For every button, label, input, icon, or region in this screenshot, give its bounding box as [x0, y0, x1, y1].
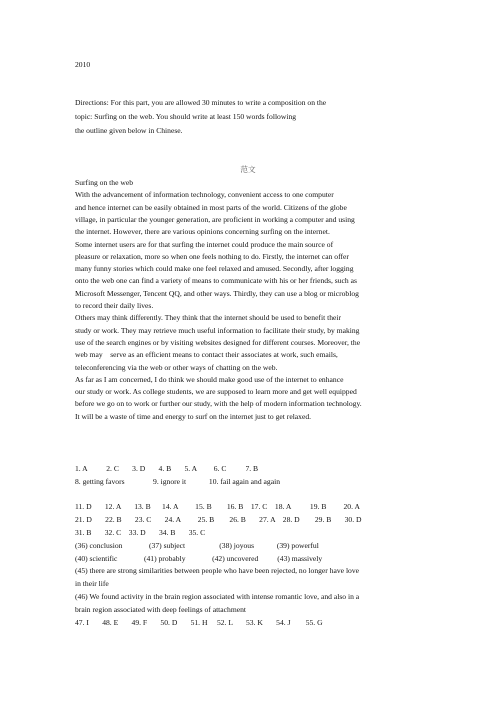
answer-line: (45) there are strong similarities between people who have been rejected, no longer have love: [75, 566, 360, 576]
answer-line: 11. D 12. A 13. B 14. A 15. B 16. B 17. C 18. A 19. B 20. A: [75, 502, 360, 512]
essay-line: before we go on to work or further our study, with the help of modern information technology.: [75, 399, 362, 409]
essay-line: to record their daily lives.: [75, 301, 154, 310]
answer-line: 47. I 48. E 49. F 50. D 51. H 52. L 53. K 54. J 55. G: [75, 617, 323, 627]
answer-line: (40) scientific (41) probably (42) uncovered (43) massively: [75, 553, 323, 563]
essay-line: It will be a waste of time and energy to surf on the internet just to get relaxed.: [75, 411, 312, 421]
answer-line: (46) We found activity in the brain region associated with intense romantic love, and also in a: [75, 592, 360, 601]
answer-line: (36) conclusion (37) subject (38) joyous (39) powerful: [75, 540, 319, 550]
essay-line: the internet. However, there are various opinions concerning surfing on the internet.: [75, 227, 330, 237]
essay-line: As far as I am concerned, I do think we should make good use of the internet to enhance: [75, 374, 344, 384]
essay-line: village, in particular the younger generation, are proficient in working a computer and using: [75, 214, 355, 224]
directions-line: the outline given below in Chinese.: [75, 126, 183, 135]
essay-line: our study or work. As college students, we are supposed to learn more and get well equipped: [75, 387, 357, 397]
essay-line: and hence internet can be easily obtained in most parts of the world. Citizens of the globe: [75, 202, 347, 212]
essay-line: With the advancement of information technology, convenient access to one computer: [75, 190, 334, 200]
directions-line: topic: Surfing on the web. You should write at least 150 words following: [75, 112, 297, 121]
essay-line: Surfing on the web: [75, 178, 133, 187]
answer-line: in their life: [75, 579, 109, 589]
answer-line: 8. getting favors 9. ignore it 10. fail again and again: [75, 476, 280, 486]
answer-line: 21. D 22. B 23. C 24. A 25. B 26. B 27. A 28. D 29. B 30. D: [75, 515, 362, 525]
answer-line: 1. A 2. C 3. D 4. B 5. A 6. C 7. B: [75, 464, 259, 473]
answer-line: 31. B 32. C 33. D 34. B 35. C: [75, 528, 206, 537]
essay-section-title: 范文: [240, 165, 256, 174]
essay-line: teleconferencing via the web or other ways of chatting on the web.: [75, 362, 278, 372]
essay-line: pleasure or relaxation, more so when one feels nothing to do. Firstly, the internet can offer: [75, 251, 349, 261]
essay-line: web may serve as an efficient means to contact their associates at work, such emails,: [75, 350, 338, 360]
essay-line: onto the web one can find a variety of means to communicate with his or her friends, such as: [75, 276, 357, 286]
essay-line: study or work. They may retrieve much useful information to facilitate their study, by making: [75, 325, 360, 335]
essay-line: Some internet users are for that surfing the internet could produce the main source of: [75, 239, 334, 249]
essay-line: Microsoft Messenger, Tencent QQ, and other ways. Thirdly, they can use a blog or microblog: [75, 288, 359, 298]
directions-line: Directions: For this part, you are allowed 30 minutes to write a composition on the: [75, 98, 327, 107]
essay-line: Others may think differently. They think that the internet should be used to benefit their: [75, 313, 341, 323]
answer-line: brain region associated with deep feelings of attachment: [75, 604, 247, 614]
essay-line: many funny stories which could make one feel relaxed and amused. Secondly, after logging: [75, 264, 354, 274]
year-heading: 2010: [75, 60, 91, 69]
essay-line: use of the search engines or by visiting websites designed for different courses. Moreover, the: [75, 337, 361, 347]
